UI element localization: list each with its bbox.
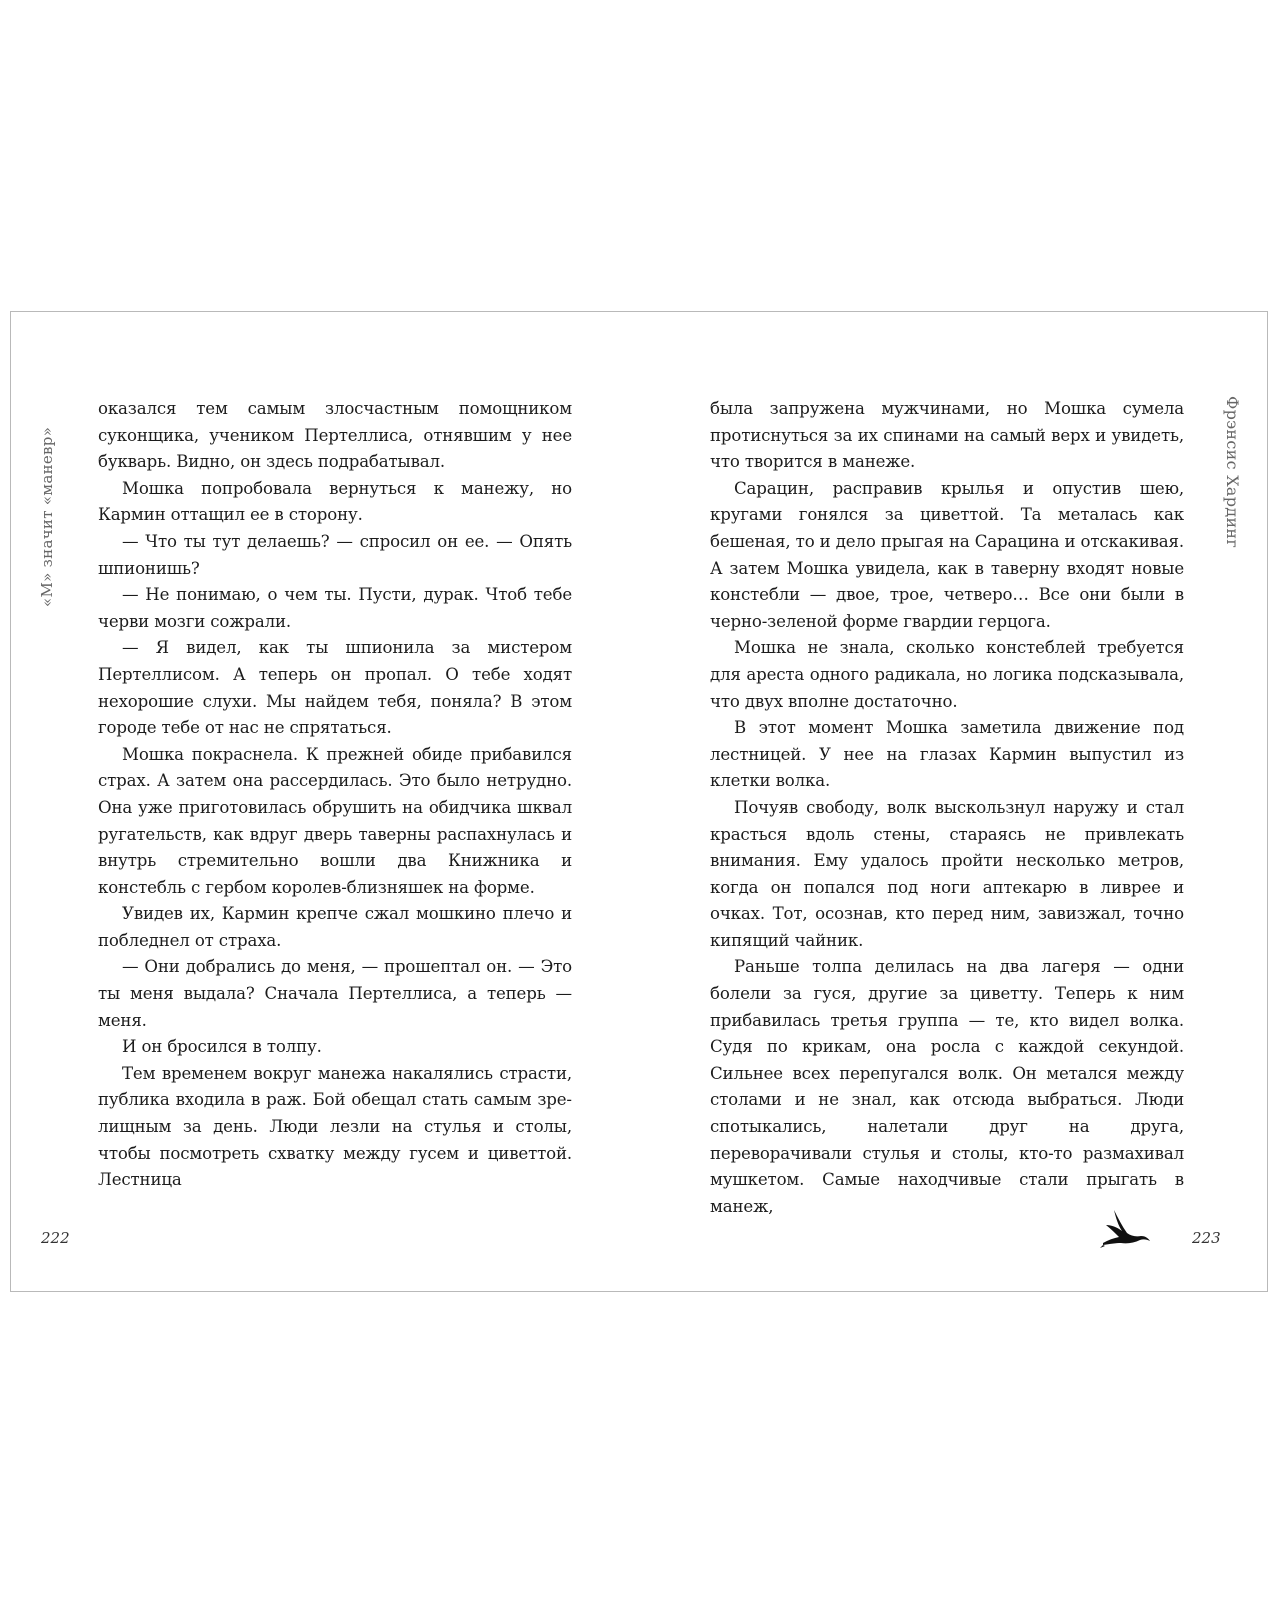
- right-paragraph-6: Раньше толпа делилась на два лагеря — одни болели за гуся, другие за циветту. Теперь к ним прибавилась третья группа — те, кто видел волка. Судя по крикам, она росла с каждой секундой. Сильнее всех перепугался волк. Он метался между столами и не знал, как отсюда выбраться. Люди спотыкались, налетали друг на друга, переворачивали стулья и столы, кто-то размахивал мушкетом. Самые находчивые стали прыгать в манеж,: [710, 957, 1184, 1216]
- right-paragraph-5: Почуяв свободу, волк выскользнул наружу и стал красться вдоль стены, стараясь не привлекать внимания. Ему удалось пройти несколько метров, когда он попался под ноги аптекарю в ливрее и очках. Тот, осознав, кто перед ним, завизжал, точно кипящий чайник.: [710, 797, 1184, 950]
- right-running-head: Фрэнсис Хардинг: [1223, 396, 1242, 549]
- left-paragraph-5: — Я видел, как ты шпионила за мистером Пертеллисом. А теперь он пропал. О тебе ходят нехорошие слухи. Мы найдем тебя, поняла? В этом городе тебе от нас не спрятаться.: [98, 638, 572, 738]
- left-paragraph-1: оказался тем самым злосчастным помощником суконщика, учеником Пертеллиса, отнявшим у нее букварь. Видно, он здесь подрабатывал.: [98, 399, 572, 472]
- right-paragraph-1: была запружена мужчинами, но Мошка сумела протиснуться за их спинами на самый верх и увидеть, что творится в манеже.: [710, 399, 1184, 472]
- flying-goose-icon: [1100, 1208, 1152, 1252]
- left-paragraph-3: — Что ты тут делаешь? — спросил он ее. — Опять шпионишь?: [98, 531, 572, 578]
- left-paragraph-6: Мошка покраснела. К прежней обиде прибавился страх. А затем она рассердилась. Это было нетрудно. Она уже приготовилась обрушить на обидчика шквал ругательств, как вдруг дверь таверны распахнулась и внутрь стремительно вошли два Книжника и констебль с гербом королев-близняшек на форме.: [98, 744, 572, 897]
- left-paragraph-9: И он бросился в толпу.: [122, 1037, 322, 1057]
- right-paragraph-2: Сарацин, расправив крылья и опустив шею, кругами гонялся за циветтой. Та металась как бешеная, то и дело прыгая на Сарацина и отскакивая. А затем Мошка увидела, как в таверну входят новые констебли — двое, трое, четверо… Все они были в черно-зеленой форме гвардии герцога.: [710, 478, 1184, 631]
- left-paragraph-7: Увидев их, Кармин крепче сжал мошкино плечо и побледнел от страха.: [98, 904, 572, 950]
- left-running-head: «М» значит «маневр»: [38, 426, 56, 607]
- left-paragraph-10: Тем временем вокруг манежа накалялись страсти, публика входила в раж. Бой обещал стать самым зрелищным за день. Люди лезли на стулья и столы, чтобы посмотреть схватку между гусем и циветтой. Лестница: [98, 1063, 572, 1190]
- left-page-text: [98, 396, 572, 1194]
- right-paragraph-4: В этот момент Мошка заметила движение под лестницей. У нее на глазах Кармин выпустил из клетки волка.: [710, 718, 1184, 791]
- right-page-text: [710, 396, 1184, 1220]
- book-spread: [10, 311, 1268, 1292]
- left-paragraph-8: — Они добрались до меня, — прошептал он. — Это ты меня выдала? Сначала Пертеллиса, а теперь — меня.: [98, 957, 572, 1030]
- left-paragraph-4: — Не понимаю, о чем ты. Пусти, дурак. Чтоб тебе черви мозги сожрали.: [98, 585, 572, 631]
- right-page-number: 223: [1192, 1229, 1221, 1247]
- left-paragraph-2: Мошка попробовала вернуться к манежу, но Кармин оттащил ее в сторону.: [98, 478, 572, 525]
- right-paragraph-3: Мошка не знала, сколько констеблей требуется для ареста одного радикала, но логика подсказывала, что двух вполне достаточно.: [710, 638, 1184, 711]
- left-page-number: 222: [41, 1229, 70, 1247]
